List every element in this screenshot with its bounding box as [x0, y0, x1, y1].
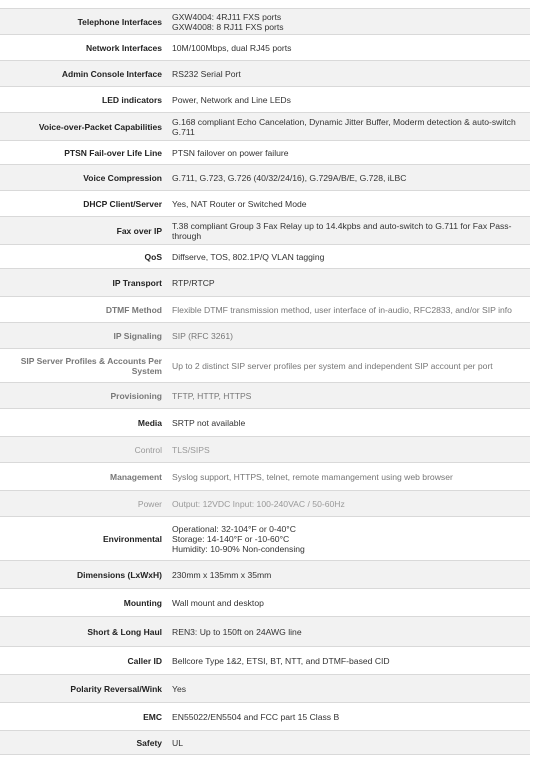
spec-value [168, 323, 530, 349]
spec-value [168, 35, 530, 61]
spec-label: Dimensions (LxWxH) [0, 561, 168, 589]
spec-value [168, 617, 530, 647]
spec-label: LED indicators [0, 87, 168, 113]
spec-row [0, 87, 530, 113]
spec-label: DTMF Method [0, 297, 168, 323]
spec-value-line: Bellcore Type 1&2, ETSI, BT, NTT, and DTMF-based CID [172, 655, 390, 666]
spec-value [168, 87, 530, 113]
spec-label: IP Transport [0, 269, 168, 297]
spec-value [168, 517, 530, 561]
spec-label: IP Signaling [0, 323, 168, 349]
spec-value-line: PTSN failover on power failure [172, 147, 289, 158]
spec-row [0, 491, 530, 517]
spec-row [0, 349, 530, 383]
spec-value-line: EN55022/EN5504 and FCC part 15 Class B [172, 711, 340, 722]
spec-value-line: UL [172, 737, 183, 748]
spec-label: Voice Compression [0, 165, 168, 191]
spec-value-line: SIP (RFC 3261) [172, 330, 233, 341]
spec-row [0, 297, 530, 323]
spec-label: Power [0, 491, 168, 517]
spec-row [0, 409, 530, 437]
spec-value-line: RTP/RTCP [172, 277, 215, 288]
spec-value-line: SRTP not available [172, 417, 246, 428]
spec-label: Control [0, 437, 168, 463]
spec-row [0, 141, 530, 165]
spec-value-line: Operational: 32-104°F or 0-40°C [172, 523, 296, 534]
spec-label: EMC [0, 703, 168, 731]
spec-value-line: RS232 Serial Port [172, 68, 241, 79]
spec-value-line: Syslog support, HTTPS, telnet, remote mamangement using web browser [172, 471, 453, 482]
spec-row [0, 617, 530, 647]
spec-table-body [0, 9, 530, 755]
spec-value [168, 589, 530, 617]
spec-value-line: 230mm x 135mm x 35mm [172, 569, 272, 580]
spec-value-line: Humidity: 10-90% Non-condensing [172, 543, 305, 554]
spec-value-line: GXW4008: 8 RJ11 FXS ports [172, 21, 284, 32]
spec-value [168, 675, 530, 703]
spec-row [0, 647, 530, 675]
spec-value [168, 731, 530, 755]
spec-row [0, 191, 530, 217]
spec-value [168, 463, 530, 491]
spec-table [0, 8, 530, 755]
spec-value [168, 191, 530, 217]
spec-value-line: TFTP, HTTP, HTTPS [172, 390, 252, 401]
spec-value-line: Output: 12VDC Input: 100-240VAC / 50-60Hz [172, 498, 345, 509]
spec-value [168, 703, 530, 731]
spec-row [0, 165, 530, 191]
spec-value-line: Storage: 14-140°F or -10-60°C [172, 533, 290, 544]
spec-row [0, 675, 530, 703]
spec-value-line: T.38 compliant Group 3 Fax Relay up to 14.4kpbs and auto-switch to G.711 for Fax Pass-through [172, 220, 512, 241]
spec-label: Telephone Interfaces [0, 9, 168, 35]
spec-label: Polarity Reversal/Wink [0, 675, 168, 703]
spec-label: DHCP Client/Server [0, 191, 168, 217]
spec-value [168, 297, 530, 323]
spec-value [168, 349, 530, 383]
spec-value [168, 437, 530, 463]
spec-value [168, 9, 530, 35]
spec-row [0, 61, 530, 87]
spec-label: Mounting [0, 589, 168, 617]
spec-value [168, 217, 530, 245]
spec-row [0, 35, 530, 61]
spec-value-line: REN3: Up to 150ft on 24AWG line [172, 626, 302, 637]
spec-row [0, 113, 530, 141]
spec-value-line: 10M/100Mbps, dual RJ45 ports [172, 42, 292, 53]
spec-label: Network Interfaces [0, 35, 168, 61]
spec-value [168, 141, 530, 165]
spec-row [0, 437, 530, 463]
spec-row [0, 589, 530, 617]
spec-value-line: TLS/SIPS [172, 444, 210, 455]
spec-value [168, 383, 530, 409]
spec-row [0, 463, 530, 491]
spec-value-line: Yes [172, 683, 187, 694]
spec-row [0, 217, 530, 245]
spec-label: Environmental [0, 517, 168, 561]
spec-value-line: G.168 compliant Echo Cancelation, Dynamic Jitter Buffer, Moderm detection & auto-switch G.711 [172, 116, 516, 137]
spec-label: Admin Console Interface [0, 61, 168, 87]
spec-label: Fax over IP [0, 217, 168, 245]
spec-value-line: GXW4004: 4RJ11 FXS ports [172, 11, 282, 22]
spec-value-line: Power, Network and Line LEDs [172, 94, 291, 105]
spec-value [168, 61, 530, 87]
spec-value [168, 561, 530, 589]
spec-value [168, 491, 530, 517]
spec-value [168, 269, 530, 297]
spec-value-line: Wall mount and desktop [172, 597, 264, 608]
spec-row [0, 561, 530, 589]
spec-label: Caller ID [0, 647, 168, 675]
spec-row [0, 703, 530, 731]
spec-row [0, 245, 530, 269]
spec-value-line: Yes, NAT Router or Switched Mode [172, 198, 307, 209]
spec-label: Safety [0, 731, 168, 755]
spec-value [168, 113, 530, 141]
spec-row [0, 9, 530, 35]
spec-label: Voice-over-Packet Capabilities [0, 113, 168, 141]
spec-row [0, 731, 530, 755]
spec-value [168, 165, 530, 191]
spec-value [168, 245, 530, 269]
spec-value-line: Up to 2 distinct SIP server profiles per system and independent SIP account per port [172, 360, 493, 371]
spec-label: QoS [0, 245, 168, 269]
spec-row [0, 517, 530, 561]
spec-label: Provisioning [0, 383, 168, 409]
spec-label: SIP Server Profiles & Accounts Per System [0, 349, 168, 383]
spec-value-line: Diffserve, TOS, 802.1P/Q VLAN tagging [172, 251, 325, 262]
spec-label: Short & Long Haul [0, 617, 168, 647]
spec-label: Management [0, 463, 168, 491]
spec-label: PTSN Fail-over Life Line [0, 141, 168, 165]
spec-label: Media [0, 409, 168, 437]
spec-row [0, 323, 530, 349]
spec-value [168, 409, 530, 437]
spec-row [0, 383, 530, 409]
spec-value [168, 647, 530, 675]
spec-value-line: G.711, G.723, G.726 (40/32/24/16), G.729A/B/E, G.728, iLBC [172, 172, 407, 183]
spec-value-line: Flexible DTMF transmission method, user interface of in-audio, RFC2833, and/or SIP info [172, 304, 512, 315]
spec-row [0, 269, 530, 297]
